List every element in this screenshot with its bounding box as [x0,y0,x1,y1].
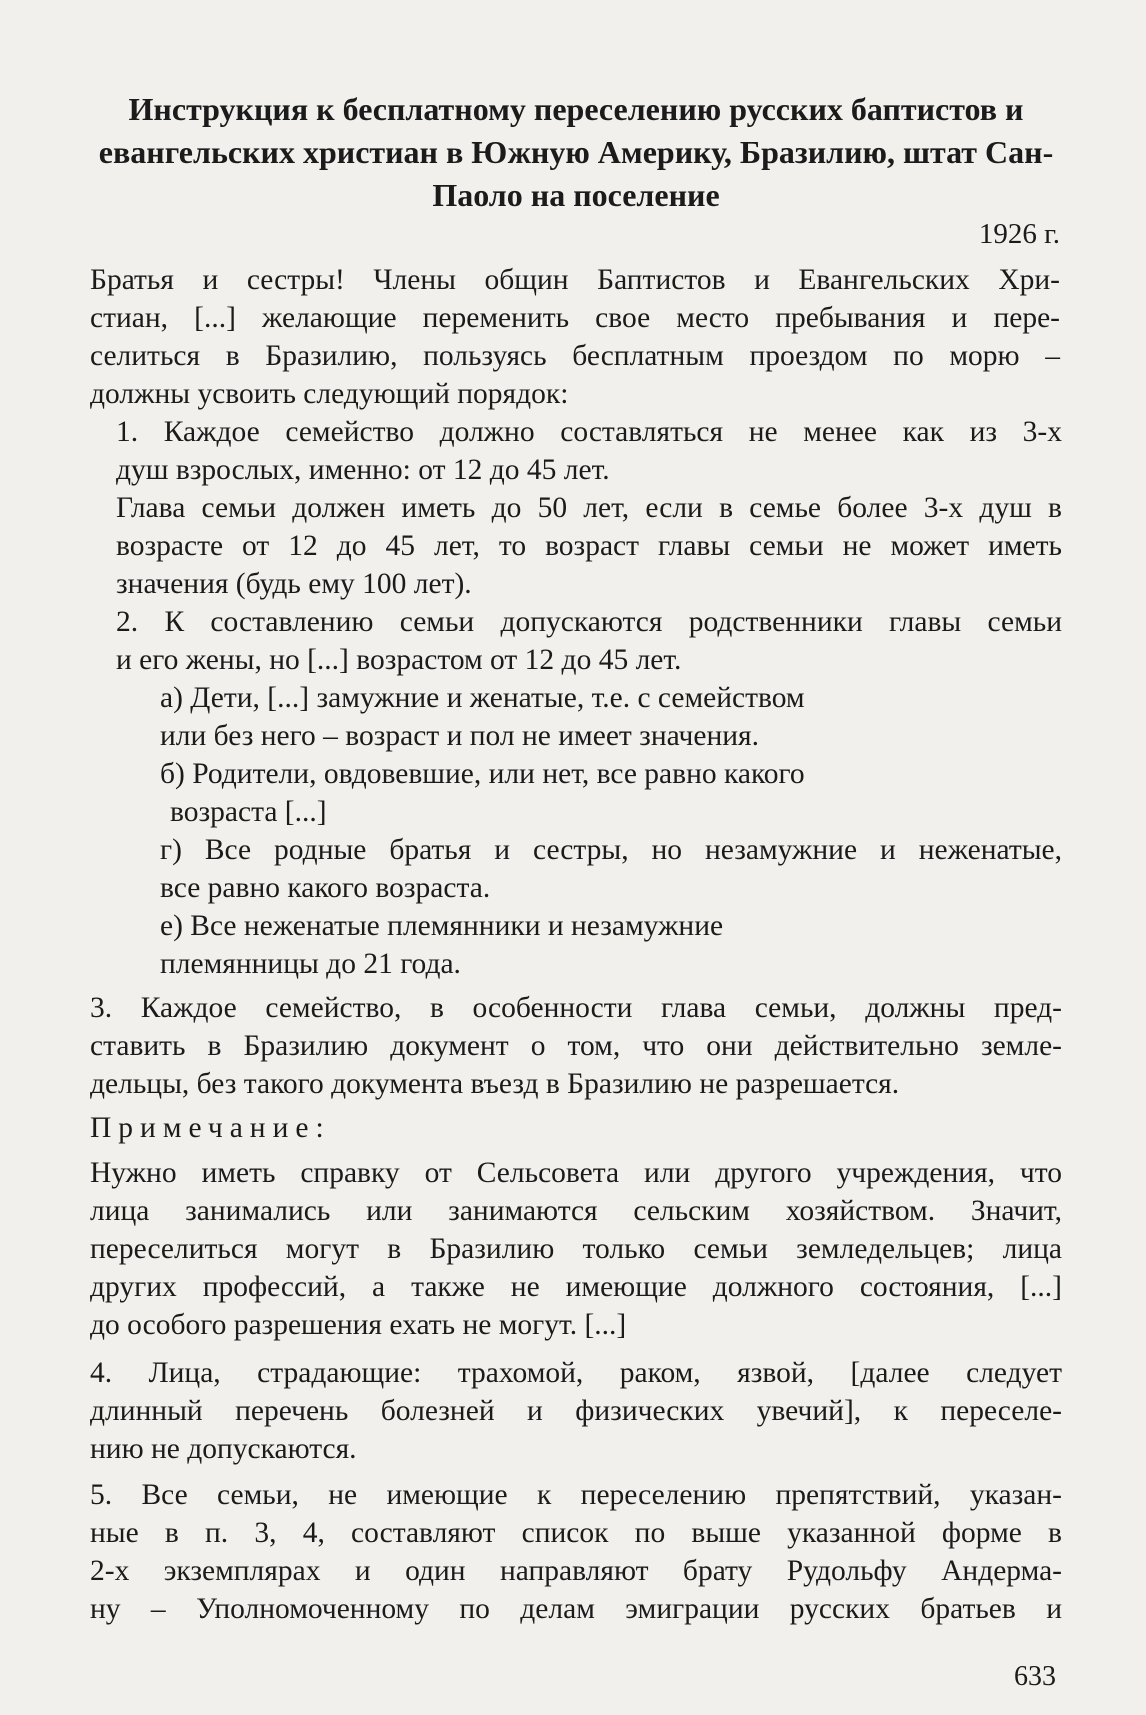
sub-item-line: б) Родители, овдовевшие, или нет, все равно какого [160,758,805,790]
item-1-line: 1. Каждое семейство должно составляться не менее как из 3-х [116,416,1062,448]
item-3-line: дельцы, без такого документа въезд в Бразилию не разрешается. [90,1068,900,1100]
intro-line: Братья и сестры! Члены общин Баптистов и Евангельских Хри- [90,264,1060,296]
intro-line: должны усвоить следующий порядок: [90,378,569,410]
item-5-line: 2-х экземплярах и один направляют брату Рудольфу Андерма- [90,1555,1062,1587]
document-year: 1926 г. [978,218,1060,250]
intro-line: стиан, [...] желающие переменить свое место пребывания и пере- [90,302,1060,334]
intro-line: селиться в Бразилию, пользуясь бесплатным проездом по морю – [90,340,1060,372]
note-line: Нужно иметь справку от Сельсовета или другого учреждения, что [90,1157,1062,1189]
item-5-line: 5. Все семьи, не имеющие к переселению препятствий, указан- [90,1479,1062,1511]
page-number: 633 [1014,1661,1056,1692]
item-4-line: нию не допускаются. [90,1433,357,1465]
item-1-line: значения (будь ему 100 лет). [116,568,472,600]
item-2-line: 2. К составлению семьи допускаются родственники главы семьи [116,606,1062,638]
document-title: Инструкция к бесплатному переселению русских баптистов и евангельских христиан в Южную Америку, Бразилию, штат Сан-Паоло на поселение [98,91,1054,213]
sub-item-line: племянницы до 21 года. [160,948,461,980]
sub-item-line: возраста [...] [170,796,327,828]
item-1-line: Глава семьи должен иметь до 50 лет, если в семье более 3-х душ в [116,492,1062,524]
note-line: других профессий, а также не имеющие должного состояния, [...] [90,1271,1062,1303]
sub-item-line: все равно какого возраста. [160,872,491,904]
item-4-line: длинный перечень болезней и физических увечий], к переселе- [90,1395,1062,1427]
sub-item-line: или без него – возраст и пол не имеет значения. [160,720,759,752]
note-line: лица занимались или занимаются сельским хозяйством. Значит, [90,1195,1062,1227]
item-1-line: душ взрослых, именно: от 12 до 45 лет. [116,454,610,486]
note-line: до особого разрешения ехать не могут. [...] [90,1309,627,1341]
sub-item-line: г) Все родные братья и сестры, но незамужние и неженатые, [160,834,1062,866]
note-label: Примечание: [90,1112,331,1144]
item-3-line: 3. Каждое семейство, в особенности глава семьи, должны пред- [90,992,1062,1024]
item-5-line: ну – Уполномоченному по делам эмиграции русских братьев и [90,1593,1062,1625]
note-line: переселиться могут в Бразилию только семьи земледельцев; лица [90,1233,1062,1265]
item-3-line: ставить в Бразилию документ о том, что они действительно земле- [90,1030,1062,1062]
item-2-line: и его жены, но [...] возрастом от 12 до 45 лет. [116,644,682,676]
item-1-line: возрасте от 12 до 45 лет, то возраст главы семьи не может иметь [116,530,1062,562]
item-5-line: ные в п. 3, 4, составляют список по выше указанной форме в [90,1517,1062,1549]
item-4-line: 4. Лица, страдающие: трахомой, раком, язвой, [далее следует [90,1357,1062,1389]
sub-item-line: а) Дети, [...] замужние и женатые, т.е. с семейством [160,682,805,714]
sub-item-line: е) Все неженатые племянники и незамужние [160,910,724,942]
